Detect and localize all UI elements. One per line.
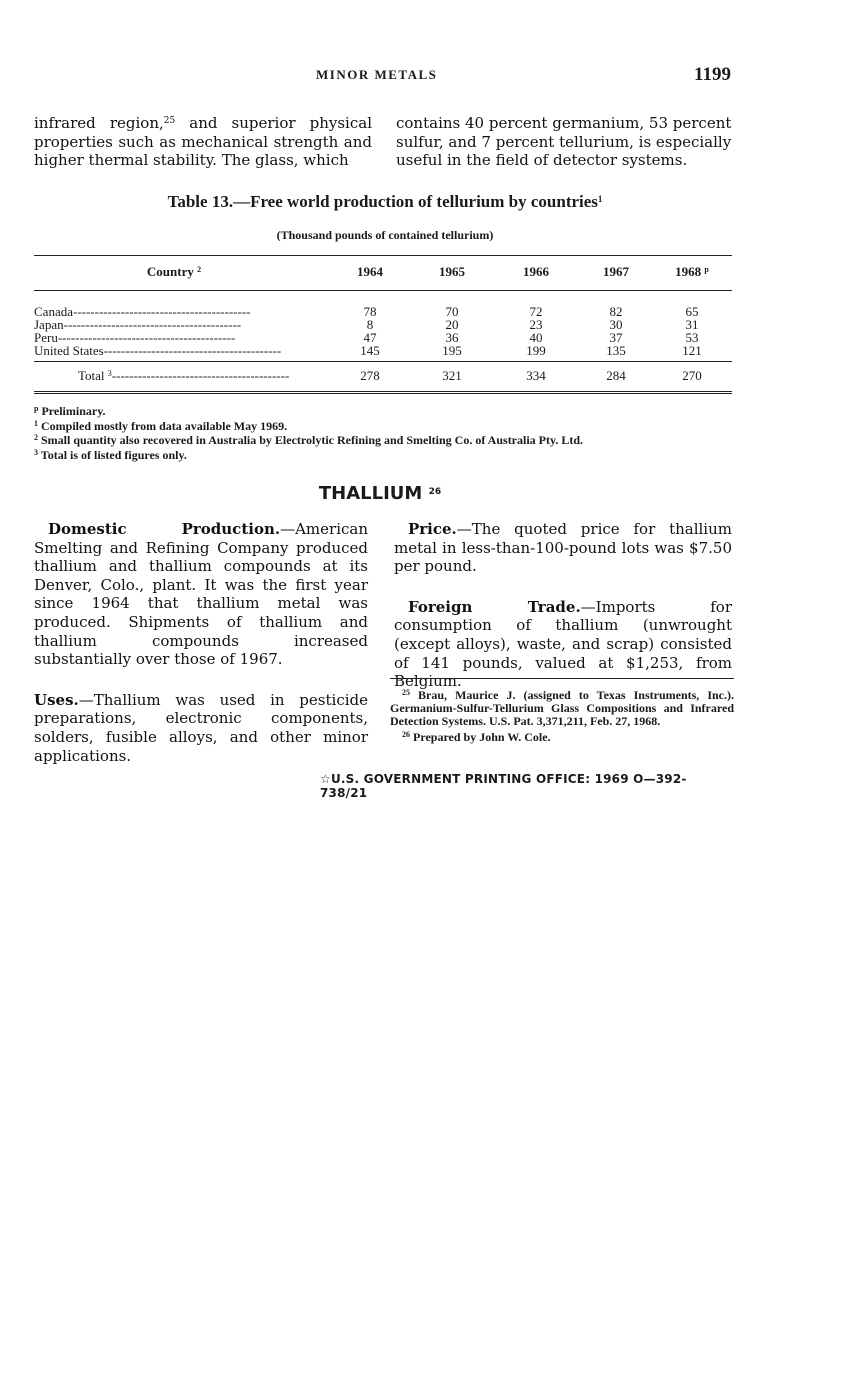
table-header-rule [34, 290, 732, 291]
value-cell: 30 [609, 317, 623, 332]
table-footnote: $^p$ Preliminary. [34, 404, 106, 418]
value-cell: 23 [529, 317, 543, 332]
table-row [34, 317, 732, 330]
value-cell: 78 [363, 304, 377, 319]
total-cell: 321 [442, 368, 462, 383]
domestic-production-paragraph: Domestic Production.—American Smelting and Refining Company produced thallium and thallium compounds at its Denver, Colo., plant. It was the first year since 1964 that thallium metal was produced. Shipments of thallium and thallium compounds increased substantially over those of 1967. [34, 520, 368, 669]
total-cell: 278 [360, 368, 380, 383]
total-cell: 270 [682, 368, 702, 383]
value-cell: 47 [363, 330, 377, 345]
page-number: 1199 [694, 64, 731, 85]
table-row [34, 330, 732, 343]
table-row [34, 304, 732, 317]
value-cell: 8 [366, 317, 374, 332]
foreign-trade-paragraph: Foreign Trade.—Imports for consumption of thallium (unwrought (except alloys), waste, and scrap) consisted of 141 pounds, valued at $1,253, from Belgium. [394, 597, 732, 691]
value-cell: 70 [445, 304, 459, 319]
country-column-header: Country $^2$ [146, 264, 202, 279]
value-cell: 65 [685, 304, 699, 319]
intro-right-column [396, 114, 736, 170]
year-header: 1966 [523, 264, 549, 279]
year-header: 1968 $^p$ [675, 264, 709, 279]
country-cell: Canada----------------------------------------- [34, 304, 251, 319]
table-header-row [34, 264, 732, 280]
table-total-row [34, 368, 732, 381]
page-footnote: $^{25}$ Brau, Maurice J. (assigned to Texas Instruments, Inc.). Germanium-Sulfur-Tellurium Glass Compositions and Infrared Detection Systems. U.S. Pat. 3,371,211, Feb. 27, 1968. [390, 688, 734, 728]
footnote-ref-25: 25 [163, 116, 176, 126]
value-cell: 72 [529, 304, 543, 319]
running-title: MINOR METALS [316, 67, 438, 82]
year-header: 1964 [357, 264, 383, 279]
value-cell: 135 [606, 343, 626, 358]
footnote-rule [390, 678, 734, 679]
country-cell: United States----------------------------------------- [34, 343, 282, 358]
total-cell: 284 [606, 368, 626, 383]
table-footnotes [34, 403, 744, 461]
printing-office-imprint: ☆U.S. GOVERNMENT PRINTING OFFICE: 1969 O—392-738/21 [320, 772, 687, 800]
value-cell: 145 [360, 343, 380, 358]
table-bottom-rule [34, 391, 732, 394]
intro-right-paragraph: contains 40 percent germanium, 53 percent sulfur, and 7 percent tellurium, is especially useful in the field of detector systems. [396, 114, 732, 170]
country-cell: Japan----------------------------------------- [34, 317, 242, 332]
price-paragraph: Price.—The quoted price for thallium metal in less-than-100-pound lots was $7.50 per pound. [394, 520, 732, 576]
year-header: 1965 [439, 264, 465, 279]
running-head [0, 64, 856, 88]
body-right-column [394, 520, 732, 691]
table-footnote: $^3$ Total is of listed figures only. [34, 447, 187, 462]
country-cell: Peru----------------------------------------- [34, 330, 236, 345]
year-header: 1967 [603, 264, 629, 279]
page-footnote: $^{26}$ Prepared by John W. Cole. [402, 730, 551, 744]
table-title: Table 13.—Free world production of tellurium by countries$^1$ [167, 192, 603, 211]
value-cell: 31 [685, 317, 699, 332]
value-cell: 53 [685, 330, 699, 345]
intro-left-column [34, 114, 372, 170]
table-top-rule [34, 255, 732, 256]
total-label: Total $^3$----------------------------------------- [78, 368, 290, 383]
table-total-rule [34, 361, 732, 362]
table-footnote: $^1$ Compiled mostly from data available May 1969. [34, 418, 288, 433]
body-left-column [34, 520, 368, 765]
table-row [34, 343, 732, 356]
section-heading: THALLIUM $^{26}$ [318, 483, 442, 504]
value-cell: 37 [609, 330, 623, 345]
page-footnotes [390, 686, 734, 744]
value-cell: 82 [609, 304, 623, 319]
value-cell: 40 [529, 330, 543, 345]
table-subtitle: (Thousand pounds of contained tellurium) [276, 228, 494, 242]
value-cell: 195 [442, 343, 462, 358]
value-cell: 199 [526, 343, 546, 358]
table-footnote: $^2$ Small quantity also recovered in Australia by Electrolytic Refining and Smelting Co. of Australia Pty. Ltd. [34, 433, 584, 447]
value-cell: 20 [445, 317, 459, 332]
value-cell: 121 [682, 343, 702, 358]
intro-left-paragraph: infrared region,$^{25}$ and superior physical properties such as mechanical strength and higher thermal stability. The glass, which [34, 114, 372, 170]
uses-paragraph: Uses.—Thallium was used in pesticide preparations, electronic components, solders, fusible alloys, and other minor applications. [34, 690, 368, 765]
value-cell: 36 [445, 330, 459, 345]
total-cell: 334 [526, 368, 546, 383]
